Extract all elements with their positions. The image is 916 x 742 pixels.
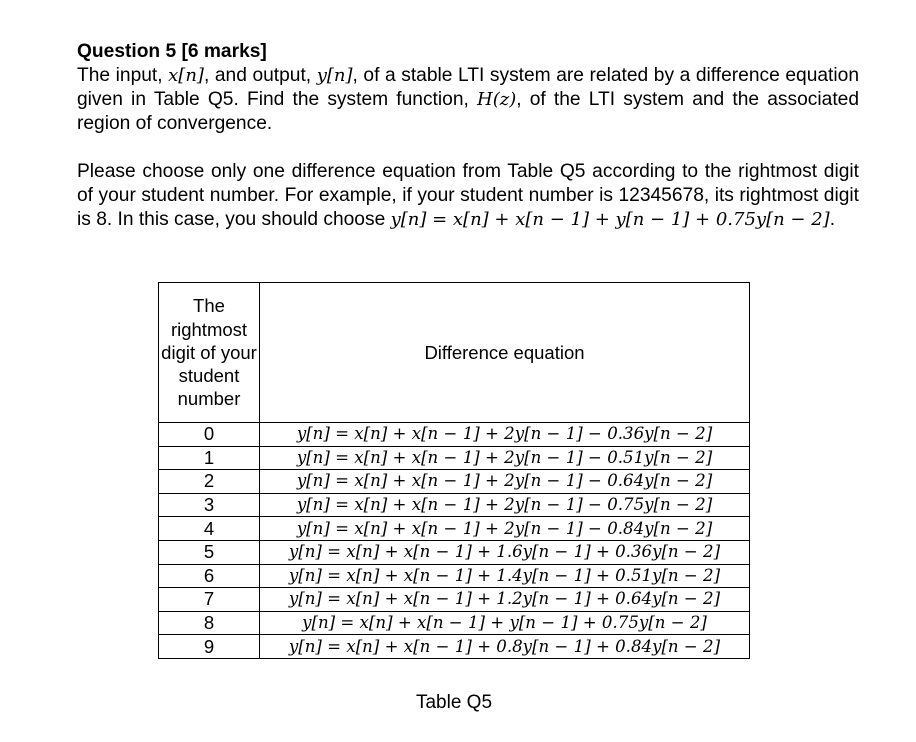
row-digit-cell: 0 [159, 423, 260, 447]
row-digit-cell: 8 [159, 611, 260, 635]
p1-math-input: x[n] [168, 65, 204, 86]
row-digit-cell: 3 [159, 493, 260, 517]
row-equation-cell: y[n] = x[n] + x[n − 1] + 1.2y[n − 1] + 0.64y[n − 2] [260, 588, 750, 612]
p1-text-2: , and output, [203, 65, 317, 86]
table-row [159, 635, 750, 659]
row-equation-cell: y[n] = x[n] + x[n − 1] + 2y[n − 1] − 0.75y[n − 2] [260, 493, 750, 517]
table-row [159, 470, 750, 494]
row-digit-cell: 1 [159, 446, 260, 470]
question-paragraph-1 [77, 64, 859, 136]
row-digit-cell: 9 [159, 635, 260, 659]
table-row [159, 446, 750, 470]
row-equation-cell: y[n] = x[n] + x[n − 1] + y[n − 1] + 0.75y[n − 2] [260, 611, 750, 635]
p2-text-2: . [829, 209, 836, 230]
header-digit-cell: The rightmost digit of your student number [159, 283, 260, 423]
p2-text-1: Please choose only one difference equation from Table Q5 according to the rightmost digit of your student number. For example, if your student number is 12345678, its rightmost digit is 8. In this case, you should choose [77, 161, 859, 230]
table-row [159, 611, 750, 635]
row-digit-cell: 7 [159, 588, 260, 612]
row-equation-cell: y[n] = x[n] + x[n − 1] + 2y[n − 1] − 0.36y[n − 2] [260, 423, 750, 447]
p2-math-example-equation: y[n] = x[n] + x[n − 1] + y[n − 1] + 0.75y[n − 2] [390, 209, 830, 230]
table-caption: Table Q5 [415, 692, 493, 713]
table-row [159, 540, 750, 564]
difference-equation-table [158, 282, 750, 659]
header-equation-cell: Difference equation [260, 283, 750, 423]
row-equation-cell: y[n] = x[n] + x[n − 1] + 2y[n − 1] − 0.51y[n − 2] [260, 446, 750, 470]
row-digit-cell: 4 [159, 517, 260, 541]
table-row [159, 517, 750, 541]
p1-text-1: The input, [77, 65, 169, 86]
row-digit-cell: 2 [159, 470, 260, 494]
p1-text-3: , of a stable LTI system are related by a difference equation given in Table Q5. Find the system function, [77, 65, 859, 110]
question-paragraph-2 [77, 160, 859, 232]
table-row [159, 564, 750, 588]
table-row [159, 423, 750, 447]
p1-math-system-function: H(z) [477, 89, 517, 110]
table-row [159, 588, 750, 612]
row-digit-cell: 5 [159, 540, 260, 564]
table-row [159, 493, 750, 517]
question-block [77, 40, 859, 232]
table-header-row [159, 283, 750, 423]
row-equation-cell: y[n] = x[n] + x[n − 1] + 2y[n − 1] − 0.84y[n − 2] [260, 517, 750, 541]
row-digit-cell: 6 [159, 564, 260, 588]
question-title: Question 5 [6 marks] [77, 41, 267, 62]
row-equation-cell: y[n] = x[n] + x[n − 1] + 1.6y[n − 1] + 0.36y[n − 2] [260, 540, 750, 564]
p1-text-4: , of the LTI system and the associated region of convergence. [77, 89, 859, 134]
row-equation-cell: y[n] = x[n] + x[n − 1] + 2y[n − 1] − 0.64y[n − 2] [260, 470, 750, 494]
p1-math-output: y[n] [316, 65, 353, 86]
row-equation-cell: y[n] = x[n] + x[n − 1] + 1.4y[n − 1] + 0.51y[n − 2] [260, 564, 750, 588]
row-equation-cell: y[n] = x[n] + x[n − 1] + 0.8y[n − 1] + 0.84y[n − 2] [260, 635, 750, 659]
